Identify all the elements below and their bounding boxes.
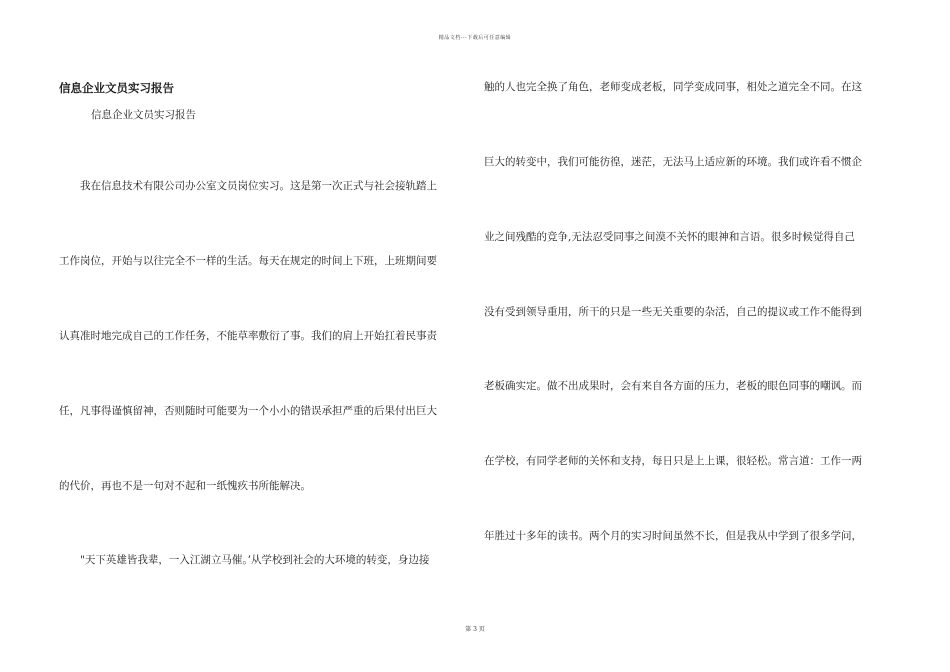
right-line-7: 年胜过十多年的读书。两个月的实习时间虽然不长，但是我从中学到了很多学问， [484,530,862,542]
right-line-1: 触的人也完全换了角色，老师变成老板，同学变成同事，相处之道完全不同。在这 [484,81,862,93]
right-line-4: 没有受到领导重用，所干的只是一些无关重要的杂活，自己的提议或工作不能得到 [484,306,862,318]
right-line-6: 在学校，有同学老师的关怀和支持，每日只是上上课，很轻松。常言道：工作一两 [484,455,862,467]
right-line-3: 业之间残酷的竞争,无法忍受同事之间漠不关怀的眼神和言语。很多时候觉得自己 [484,231,855,243]
page-header: 精品文档---下载后可任意编辑 [438,35,512,41]
document-title: 信息企业文员实习报告 [59,81,174,95]
right-line-2: 巨大的转变中，我们可能彷徨，迷茫，无法马上适应新的环境。我们或许看不惯企 [484,156,862,168]
right-line-5: 老板确实定。做不出成果时，会有来自各方面的压力，老板的眼色同事的嘲讽。而 [484,380,862,392]
left-line-6: "天下英雄皆我辈，一入江湖立马催。’从学校到社会的大环境的转变，身边接 [80,554,430,566]
left-line-4: 任，凡事得谨慎留神，否则随时可能要为一个小小的错误承担严重的后果付出巨大 [59,405,437,417]
page-number: 第 3 页 [465,626,485,633]
left-line-3: 认真准时地完成自己的工作任务，不能草率敷衍了事。我们的肩上开始扛着民事责 [59,330,437,342]
left-line-5: 的代价，再也不是一句对不起和一纸愧疚书所能解决。 [59,480,311,492]
left-line-2: 工作岗位，开始与以往完全不一样的生活。每天在规定的时间上下班，上班期间要 [59,255,437,267]
document-subtitle: 信息企业文员实习报告 [91,109,196,121]
left-line-1: 我在信息技术有限公司办公室文员岗位实习。这是第一次正式与社会接轨踏上 [80,180,437,192]
